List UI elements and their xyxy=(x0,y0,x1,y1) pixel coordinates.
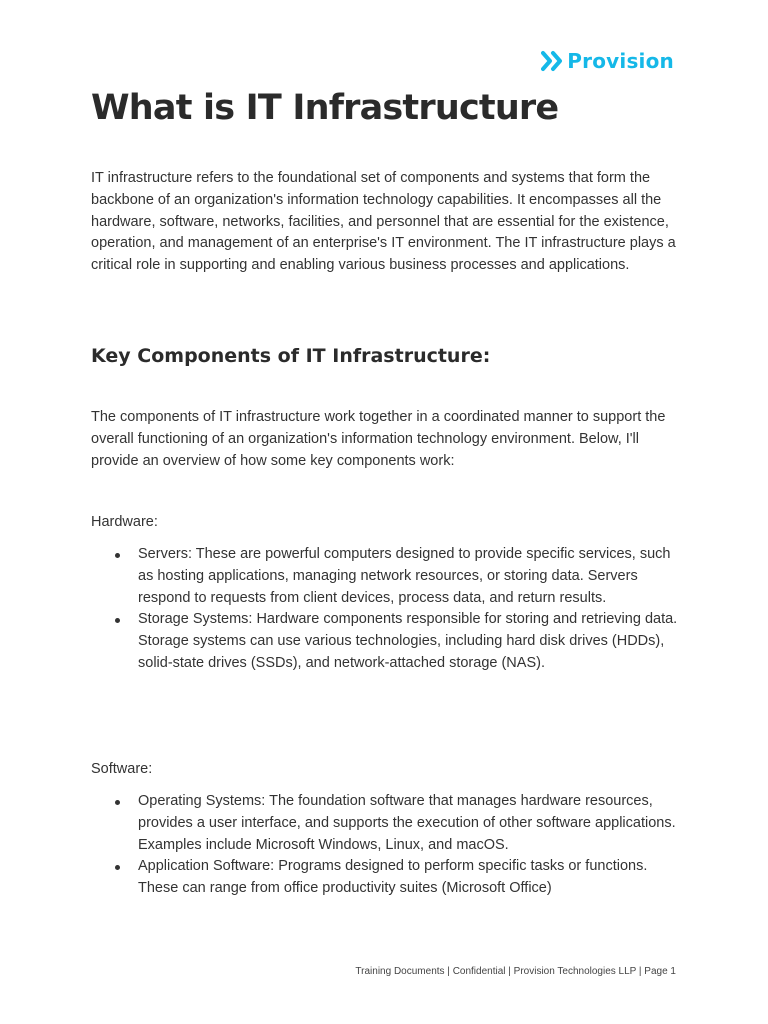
bullet-icon xyxy=(115,800,120,805)
list-item xyxy=(91,856,686,900)
provision-logo xyxy=(541,48,674,74)
list-item-text: Storage Systems: Hardware components responsible for storing and retrieving data. Storage systems can use various technologies, including hard disk drives (HDDs), solid-state drives (SSDs), and network-attached storage (NAS). xyxy=(138,611,678,671)
software-list xyxy=(91,791,686,900)
list-item-text: Servers: These are powerful computers designed to provide specific services, such as hosting applications, managing network resources, or storing data. Servers respond to requests from client devices, process data, and return results. xyxy=(138,546,671,606)
list-item-text: Application Software: Programs designed to perform specific tasks or functions. These can range from office productivity suites (Microsoft Office) xyxy=(138,858,648,897)
list-item-text: Operating Systems: The foundation software that manages hardware resources, provides a user interface, and supports the execution of other software applications. Examples include Microsoft Windows, Linux, and macOS. xyxy=(138,793,676,853)
bullet-icon xyxy=(115,618,120,623)
page-title: What is IT Infrastructure xyxy=(91,88,559,128)
key-components-description: The components of IT infrastructure work together in a coordinated manner to support the overall functioning of an organization's information technology environment. Below, I'll provide an overview of how some key components work: xyxy=(91,409,666,469)
key-components-heading: Key Components of IT Infrastructure: xyxy=(91,345,491,367)
brand-name: Provision xyxy=(567,49,674,73)
list-item xyxy=(91,791,686,856)
list-item xyxy=(91,544,686,609)
software-label: Software: xyxy=(91,761,153,777)
hardware-label: Hardware: xyxy=(91,514,158,530)
page-footer: Training Documents | Confidential | Provision Technologies LLP | Page 1 xyxy=(355,966,676,977)
intro-paragraph: IT infrastructure refers to the foundational set of components and systems that form the backbone of an organization's information technology capabilities. It encompasses all the hardware, software, networks, facilities, and personnel that are essential for the existence, operation, and management of an enterprise's IT environment. The IT infrastructure plays a critical role in supporting and enabling various business processes and applications. xyxy=(91,170,676,274)
bullet-icon xyxy=(115,865,120,870)
list-item xyxy=(91,609,686,674)
double-chevron-right-icon xyxy=(541,48,565,74)
bullet-icon xyxy=(115,553,120,558)
hardware-list xyxy=(91,544,686,675)
